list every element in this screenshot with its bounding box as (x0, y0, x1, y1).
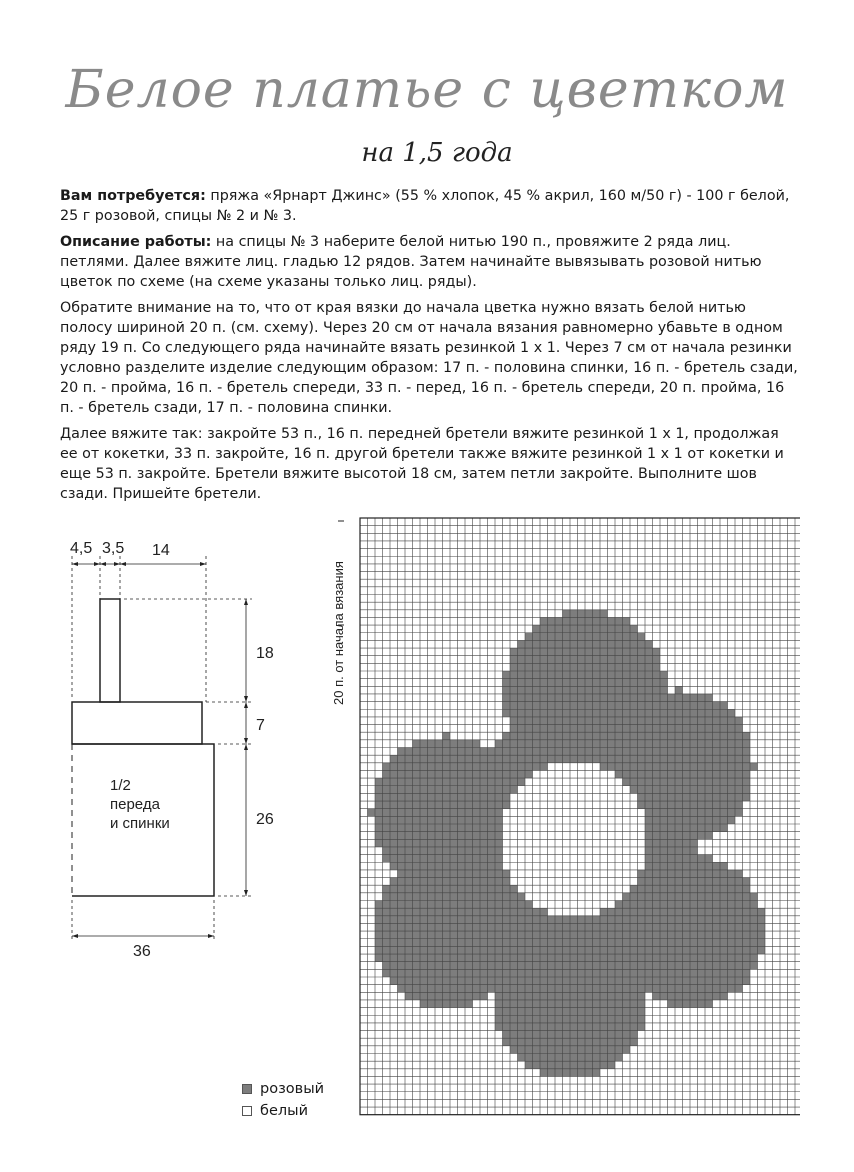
chart-side-label: 20 п. от начала вязания (331, 561, 346, 705)
pink-cells (368, 610, 766, 1077)
paragraph-label: Описание работы: (60, 234, 212, 250)
paragraph-finish (60, 424, 800, 504)
paragraph-text: пряжа «Ярнарт Джинс» (55 % хлопок, 45 % акрил, 160 м/50 г) - 100 г белой, 25 г розовой, спицы № 2 и № 3. (60, 188, 790, 224)
legend-swatch-white (242, 1106, 252, 1116)
yoke-outline (72, 702, 202, 744)
dim-top-right: 14 (152, 542, 170, 559)
paragraph-note (60, 298, 800, 418)
legend-pink (242, 1081, 324, 1097)
paragraph-label: Вам потребуется: (60, 188, 206, 204)
piece-label-1: 1/2 (110, 777, 131, 794)
dim-yoke-height: 7 (256, 717, 265, 734)
dim-top-left: 4,5 (70, 540, 93, 557)
dim-body-height: 26 (256, 811, 274, 828)
page-subtitle: на 1,5 года (361, 138, 513, 168)
legend-pink-label: розовый (260, 1081, 325, 1097)
dim-top-middle: 3,5 (102, 540, 125, 557)
legend-swatch-pink (242, 1084, 252, 1094)
legend-white (242, 1103, 308, 1119)
instructions (60, 186, 800, 510)
pattern-diagram (40, 520, 300, 960)
chart-side-annotation (331, 521, 346, 705)
legend-white-label: белый (260, 1103, 309, 1119)
paragraph-description (60, 232, 800, 292)
paragraph-text: Далее вяжите так: закройте 53 п., 16 п. передней бретели вяжите резинкой 1 х 1, продолжая ее от кокетки, 33 п. закройте, 16 п. другой бретели также вяжите резинкой 1 х 1 от кокетки и еще 53 п. закройте. Бретели вяжите высотой 18 см, затем петли закройте. Выполните шов сзади. Пришейте бретели. (60, 426, 784, 502)
paragraph-materials (60, 186, 800, 226)
strap-outline (100, 599, 120, 702)
dim-strap-height: 18 (256, 645, 274, 662)
flower-cells (368, 610, 766, 1077)
page-title: Белое платье с цветком (65, 60, 789, 120)
piece-label-3: и спинки (110, 815, 170, 832)
dim-bottom-width: 36 (133, 943, 151, 960)
paragraph-text: на спицы № 3 наберите белой нитью 190 п., провяжите 2 ряда лиц. петлями. Далее вяжите лиц. гладью 12 рядов. Затем начинайте вывязывать розовой нитью цветок по схеме (на схеме указаны только лиц. ряды). (60, 234, 762, 290)
piece-label-2: переда (110, 796, 160, 813)
paragraph-text: Обратите внимание на то, что от края вязки до начала цветка нужно вязать белой нитью полосу шириной 20 п. (см. схему). Через 20 см от начала вязания равномерно убавьте в одном ряду 19 п. Со следующего ряда начинайте вязать резинкой 1 х 1. Через 7 см от начала резинки условно разделите изделие следующим образом: 17 п. - половина спинки, 16 п. - бретель сзади, 20 п. - пройма, 16 п. - бретель спереди, 33 п. - перед, 16 п. - бретель спереди, 20 п. пройма, 16 п. - бретель сзади, 17 п. - половина спинки. (60, 300, 798, 416)
flower-chart (320, 515, 800, 1135)
